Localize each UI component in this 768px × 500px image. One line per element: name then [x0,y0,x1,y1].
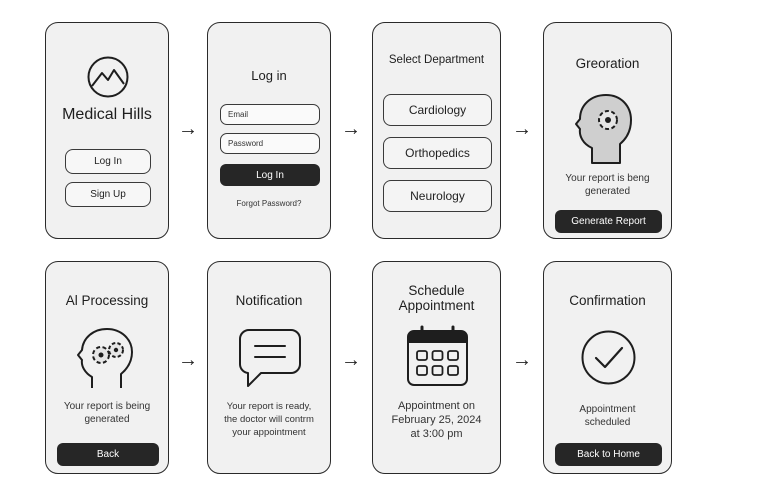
department-title: Select Department [388,54,485,66]
flow-arrow: → [341,118,361,140]
confirmation-message-line1: Appointment [579,404,636,415]
forgot-password-link[interactable]: Forgot Password? [236,199,302,208]
notification-message-line3: your appointment [232,427,306,438]
chat-bubble-icon [239,329,301,389]
calendar-icon [407,326,468,387]
mountain-logo-icon [87,56,129,98]
generation-message-line2: generated [584,186,631,197]
generate-report-button[interactable]: Generate Report [555,210,662,233]
schedule-message-line1: Appointment on [397,400,476,412]
app-title: Medical Hills [62,106,152,123]
schedule-message-line2: February 25, 2024 [391,414,482,426]
flow-arrow: → [512,349,532,371]
flow-arrow: → [178,349,198,371]
schedule-title-line1: Schedule [408,283,465,298]
back-to-home-button[interactable]: Back to Home [555,443,662,466]
confirmation-screen [543,261,672,474]
department-screen [372,22,501,239]
signup-button[interactable]: Sign Up [65,182,151,207]
notification-screen [207,261,331,474]
password-field[interactable]: Password [220,133,320,154]
check-circle-icon [581,330,636,385]
department-option-cardiology[interactable]: Cardiology [383,94,492,126]
generation-screen [543,22,672,239]
flow-arrow: → [178,118,198,140]
login-submit-button[interactable]: Log In [220,164,320,186]
head-gears-icon [78,328,136,390]
notification-message-line1: Your report is ready, [226,401,312,412]
schedule-title-line2: Appointment [398,298,475,313]
ai-processing-message-line2: generated [84,414,130,425]
schedule-screen [372,261,501,474]
notification-message-line2: the doctor will contrm [224,414,314,425]
generation-message-line1: Your report is beng [565,173,650,184]
department-option-neurology[interactable]: Neurology [383,180,492,212]
login-screen [207,22,331,239]
ai-processing-title: Al Processing [65,293,149,308]
ai-processing-screen [45,261,169,474]
confirmation-message-line2: scheduled [584,417,631,428]
head-gear-icon [576,93,632,165]
schedule-message-line3: at 3:00 pm [410,428,463,440]
flow-arrow: → [341,349,361,371]
generation-title: Greoration [575,56,640,71]
flow-arrow: → [512,118,532,140]
confirmation-title: Confirmation [569,293,646,308]
notification-title: Notification [235,293,303,308]
back-button[interactable]: Back [57,443,159,466]
login-button[interactable]: Log In [65,149,151,174]
login-title: Log in [251,68,287,83]
department-option-orthopedics[interactable]: Orthopedics [383,137,492,169]
email-field[interactable]: Email [220,104,320,125]
welcome-screen [45,22,169,239]
ai-processing-message-line1: Your report is being [63,401,151,412]
